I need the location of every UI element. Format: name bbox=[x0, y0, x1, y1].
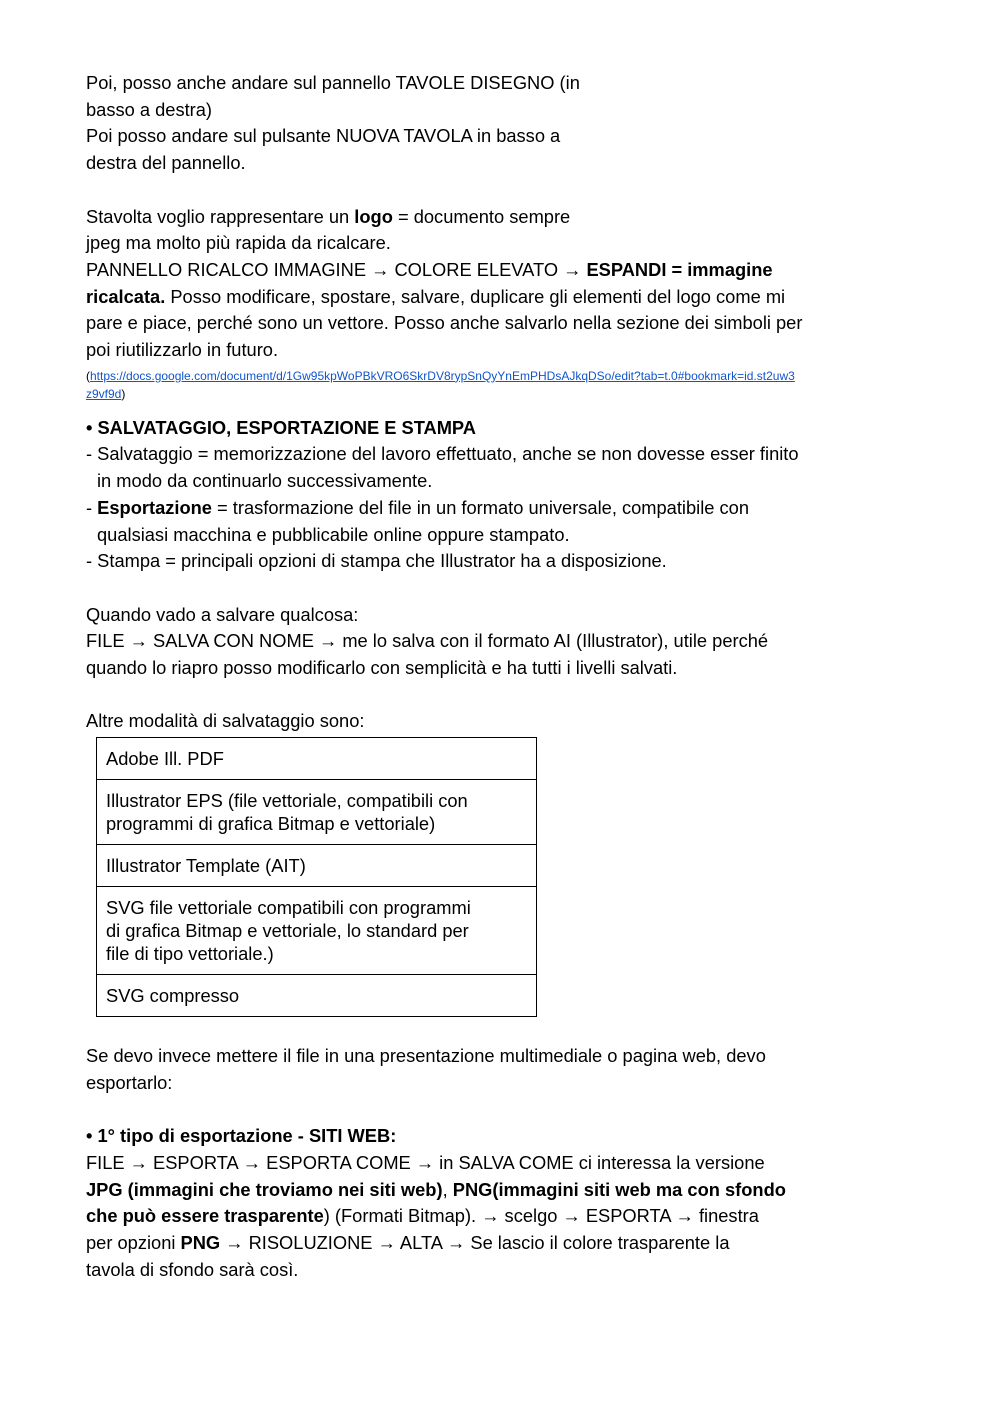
table-cell: SVG compresso bbox=[97, 975, 537, 1017]
table-cell: SVG file vettoriale compatibili con programmi di grafica Bitmap e vettoriale, lo standard per file di tipo vettoriale.) bbox=[97, 887, 537, 975]
modes-intro: Altre modalità di salvataggio sono: bbox=[86, 710, 365, 732]
table-cell: Adobe Ill. PDF bbox=[97, 738, 537, 780]
text-line: Poi posso andare sul pulsante NUOVA TAVOLA in basso a bbox=[86, 125, 561, 147]
text-line: ricalcata. Posso modificare, spostare, salvare, duplicare gli elementi del logo come mi bbox=[86, 285, 786, 307]
bullet-esportazione-cont: qualsiasi macchina e pubblicabile online oppure stampato. bbox=[97, 523, 570, 545]
text-line: FILE → SALVA CON NOME → me lo salva con il formato AI (Illustrator), utile perché bbox=[86, 630, 769, 652]
text-line: poi riutilizzarlo in futuro. bbox=[86, 339, 279, 361]
table-row bbox=[97, 738, 537, 780]
text-line: Se devo invece mettere il file in una presentazione multimediale o pagina web, devo bbox=[86, 1045, 766, 1067]
text-line: basso a destra) bbox=[86, 98, 213, 120]
text-line: Quando vado a salvare qualcosa: bbox=[86, 603, 359, 625]
text-line: Poi, posso anche andare sul pannello TAVOLE DISEGNO (in bbox=[86, 72, 580, 93]
save-modes-table bbox=[96, 737, 537, 1017]
text-line: destra del pannello. bbox=[86, 152, 246, 174]
table-cell: Illustrator Template (AIT) bbox=[97, 845, 537, 887]
table-row bbox=[97, 780, 537, 845]
table-row bbox=[97, 975, 537, 1017]
section-heading: • SALVATAGGIO, ESPORTAZIONE E STAMPA bbox=[86, 416, 476, 438]
document-body bbox=[86, 70, 886, 1283]
text-line: JPG (immagini che troviamo nei siti web), PNG(immagini siti web ma con sfondo bbox=[86, 1178, 786, 1200]
bullet-stampa: - Stampa = principali opzioni di stampa che Illustrator ha a disposizione. bbox=[86, 550, 667, 572]
text-line: esportarlo: bbox=[86, 1071, 173, 1093]
text-line: PANNELLO RICALCO IMMAGINE → COLORE ELEVATO → ESPANDI = immagine bbox=[86, 258, 773, 280]
table-row bbox=[97, 887, 537, 975]
google-docs-link-continued[interactable]: z9vf9d bbox=[86, 386, 122, 401]
text-line: Stavolta voglio rappresentare un logo = documento sempre bbox=[86, 205, 571, 227]
bullet-esportazione: - Esportazione = trasformazione del file in un formato universale, compatibile con bbox=[86, 496, 749, 518]
text-line: pare e piace, perché sono un vettore. Posso anche salvarlo nella sezione dei simboli per bbox=[86, 312, 803, 334]
google-docs-link[interactable]: https://docs.google.com/document/d/1Gw95kpWoPBkVRO6SkrDV8rypSnQyYnEmPHDsAJkqDSo/edit?tab=t.0#bookmark=id.st2uw3 bbox=[90, 368, 795, 383]
table-cell: Illustrator EPS (file vettoriale, compatibili con programmi di grafica Bitmap e vettoriale) bbox=[97, 780, 537, 845]
text-line: per opzioni PNG → RISOLUZIONE → ALTA → Se lascio il colore trasparente la bbox=[86, 1232, 730, 1254]
bullet-salvataggio-cont: in modo da continuarlo successivamente. bbox=[97, 470, 433, 492]
text-line: FILE → ESPORTA → ESPORTA COME → in SALVA COME ci interessa la versione bbox=[86, 1151, 765, 1173]
bold-logo: logo bbox=[354, 205, 393, 227]
text-line: quando lo riapro posso modificarlo con semplicità e ha tutti i livelli salvati. bbox=[86, 657, 678, 679]
bullet-salvataggio: - Salvataggio = memorizzazione del lavoro effettuato, anche se non dovesse esser finito bbox=[86, 443, 799, 465]
text-line: tavola di sfondo sarà così. bbox=[86, 1258, 299, 1280]
reference-link-line: (https://docs.google.com/document/d/1Gw95kpWoPBkVRO6SkrDV8rypSnQyYnEmPHDsAJkqDSo/edit?tab=t.0#bookmark=id.st2uw3 z9vf9d) bbox=[86, 368, 795, 401]
text-line: jpeg ma molto più rapida da ricalcare. bbox=[86, 232, 391, 254]
section-heading: • 1° tipo di esportazione - SITI WEB: bbox=[86, 1125, 397, 1147]
text-line: che può essere trasparente) (Formati Bitmap). → scelgo → ESPORTA → finestra bbox=[86, 1205, 759, 1227]
table-row bbox=[97, 845, 537, 887]
